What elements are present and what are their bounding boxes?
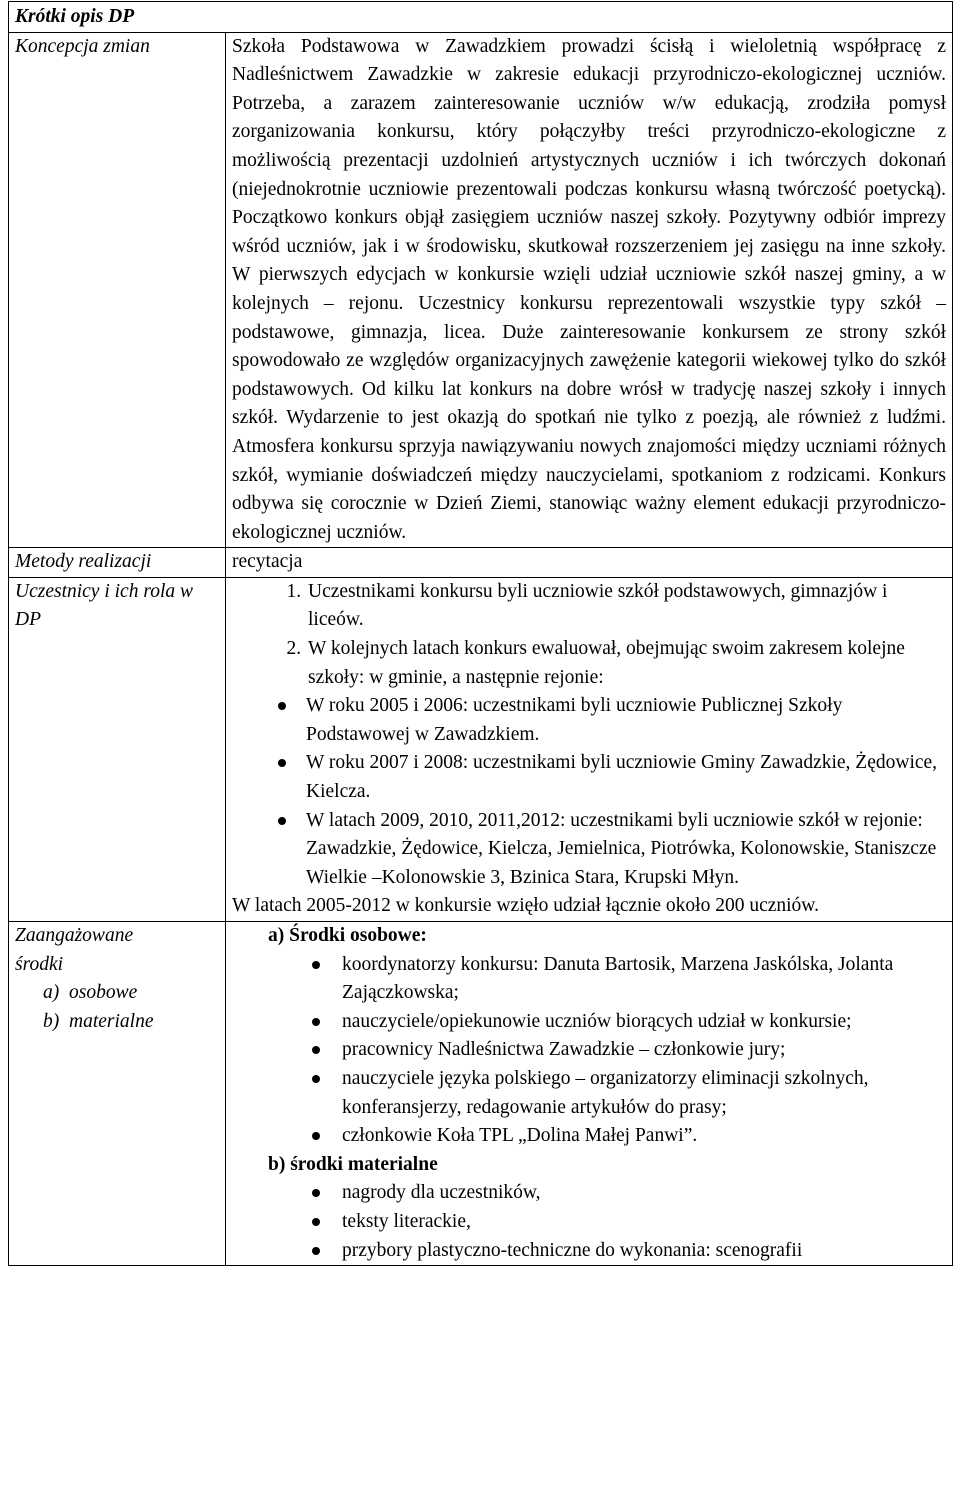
participants-numbered-list	[232, 578, 946, 692]
list-item: nauczyciele/opiekunowie uczniów biorących udział w konkursie;	[342, 1008, 946, 1037]
text-koncepcja: Szkoła Podstawowa w Zawadzkiem prowadzi ścisłą i wieloletnią współpracę z Nadleśnictwem Zawadzkie w zakresie edukacji przyrodniczo-ekologicznej uczniów. Potrzeba, a zarazem zainteresowanie uczniów w/w edukacją, zrodziła pomysł zorganizowania konkursu, który połączyłby treści przyrodniczo-ekologiczne z możliwością prezentacji uzdolnień artystycznych uczniów i ich twórczych dokonań (niejednokrotnie uczniowie prezentowali podczas konkursu własną twórczość poetycką). Początkowo konkurs objął zasięgiem uczniów naszej szkoły. Pozytywny odbiór imprezy wśród uczniów, jak i w środowisku, skutkował rozszerzeniem jej zasięgu na inne szkoły. W pierwszych edycjach w konkursie wzięli udział uczniowie szkół naszej gminy, a w kolejnych – rejonu. Uczestnicy konkursu reprezentowali wszystkie typy szkół – podstawowe, gimnazja, licea. Duże zainteresowanie konkursem ze strony szkół spowodowało ze względów organizacyjnych zawężenie kategorii wiekowej tylko do szkół podstawowych. Od kilku lat konkurs na dobre wrósł w tradycję naszej szkoły i innych szkół. Wydarzenie to jest okazją do spotkań nie tylko z poezją, ale również z ludźmi. Atmosfera konkursu sprzyja nawiązywaniu nowych znajomości między uczniami różnych szkół, wymianie doświadczeń między nauczycielami, spotkaniom z rodzicami. Konkurs odbywa się corocznie w Dzień Ziemi, stanowiąc ważny element edukacji przyrodniczo-ekologicznej uczniów.	[226, 32, 953, 548]
materialne-list	[232, 1179, 946, 1265]
list-item: W roku 2005 i 2006: uczestnikami byli uczniowie Publicznej Szkoły Podstawowej w Zawadzkiem.	[306, 692, 946, 749]
label-line: środki	[15, 953, 64, 975]
label-subitem: a) osobowe	[43, 982, 138, 1004]
list-item: pracownicy Nadleśnictwa Zawadzkie – członkowie jury;	[342, 1036, 946, 1065]
row-uczestnicy	[9, 577, 953, 921]
text-metody: recytacja	[226, 548, 953, 578]
participants-summary: W latach 2005-2012 w konkursie wzięło udział łącznie około 200 uczniów.	[232, 895, 819, 917]
list-item: teksty literackie,	[342, 1208, 946, 1237]
list-item: przybory plastyczno-techniczne do wykonania: scenografii	[342, 1237, 946, 1266]
content-uczestnicy	[226, 577, 953, 921]
label-subitem: b) materialne	[43, 1010, 154, 1032]
row-srodki	[9, 922, 953, 1266]
list-item: członkowie Koła TPL „Dolina Małej Panwi”.	[342, 1122, 946, 1151]
header-row	[9, 2, 953, 33]
label-line: Zaangażowane	[15, 925, 134, 946]
label-srodki	[9, 922, 226, 1266]
row-koncepcja	[9, 32, 953, 548]
osobowe-heading: a) Środki osobowe:	[268, 925, 427, 946]
list-item: 1. Uczestnikami konkursu byli uczniowie szkół podstawowych, gimnazjów i liceów.	[306, 578, 946, 635]
label-uczestnicy: Uczestnicy i ich rola w DP	[9, 577, 226, 921]
list-item: koordynatorzy konkursu: Danuta Bartosik, Marzena Jaskólska, Jolanta Zajączkowska;	[342, 951, 946, 1008]
participants-bullet-list	[232, 692, 946, 892]
label-koncepcja: Koncepcja zmian	[9, 32, 226, 548]
content-srodki	[226, 922, 953, 1266]
materialne-heading: b) środki materialne	[268, 1153, 438, 1175]
row-metody	[9, 548, 953, 578]
osobowe-list	[232, 951, 946, 1151]
list-item: W roku 2007 i 2008: uczestnikami byli uczniowie Gminy Zawadzkie, Żędowice, Kielcza.	[306, 749, 946, 806]
list-item: nagrody dla uczestników,	[342, 1179, 946, 1208]
table-title: Krótki opis DP	[9, 2, 953, 33]
label-sublist	[15, 979, 219, 1036]
label-metody: Metody realizacji	[9, 548, 226, 578]
list-item: 2. W kolejnych latach konkurs ewaluował, obejmując swoim zakresem kolejne szkoły: w gminie, a następnie rejonie:	[306, 635, 946, 692]
list-item: nauczyciele języka polskiego – organizatorzy eliminacji szkolnych, konferansjerzy, redagowanie artykułów do prasy;	[342, 1065, 946, 1122]
description-table	[8, 1, 953, 1266]
list-item: W latach 2009, 2010, 2011,2012: uczestnikami byli uczniowie szkół w rejonie: Zawadzkie, Żędowice, Kielcza, Jemielnica, Piotrówka, Kolonowskie, Staniszcze Wielkie –Kolonowskie 3, Bzinica Stara, Krupski Młyn.	[306, 807, 946, 893]
